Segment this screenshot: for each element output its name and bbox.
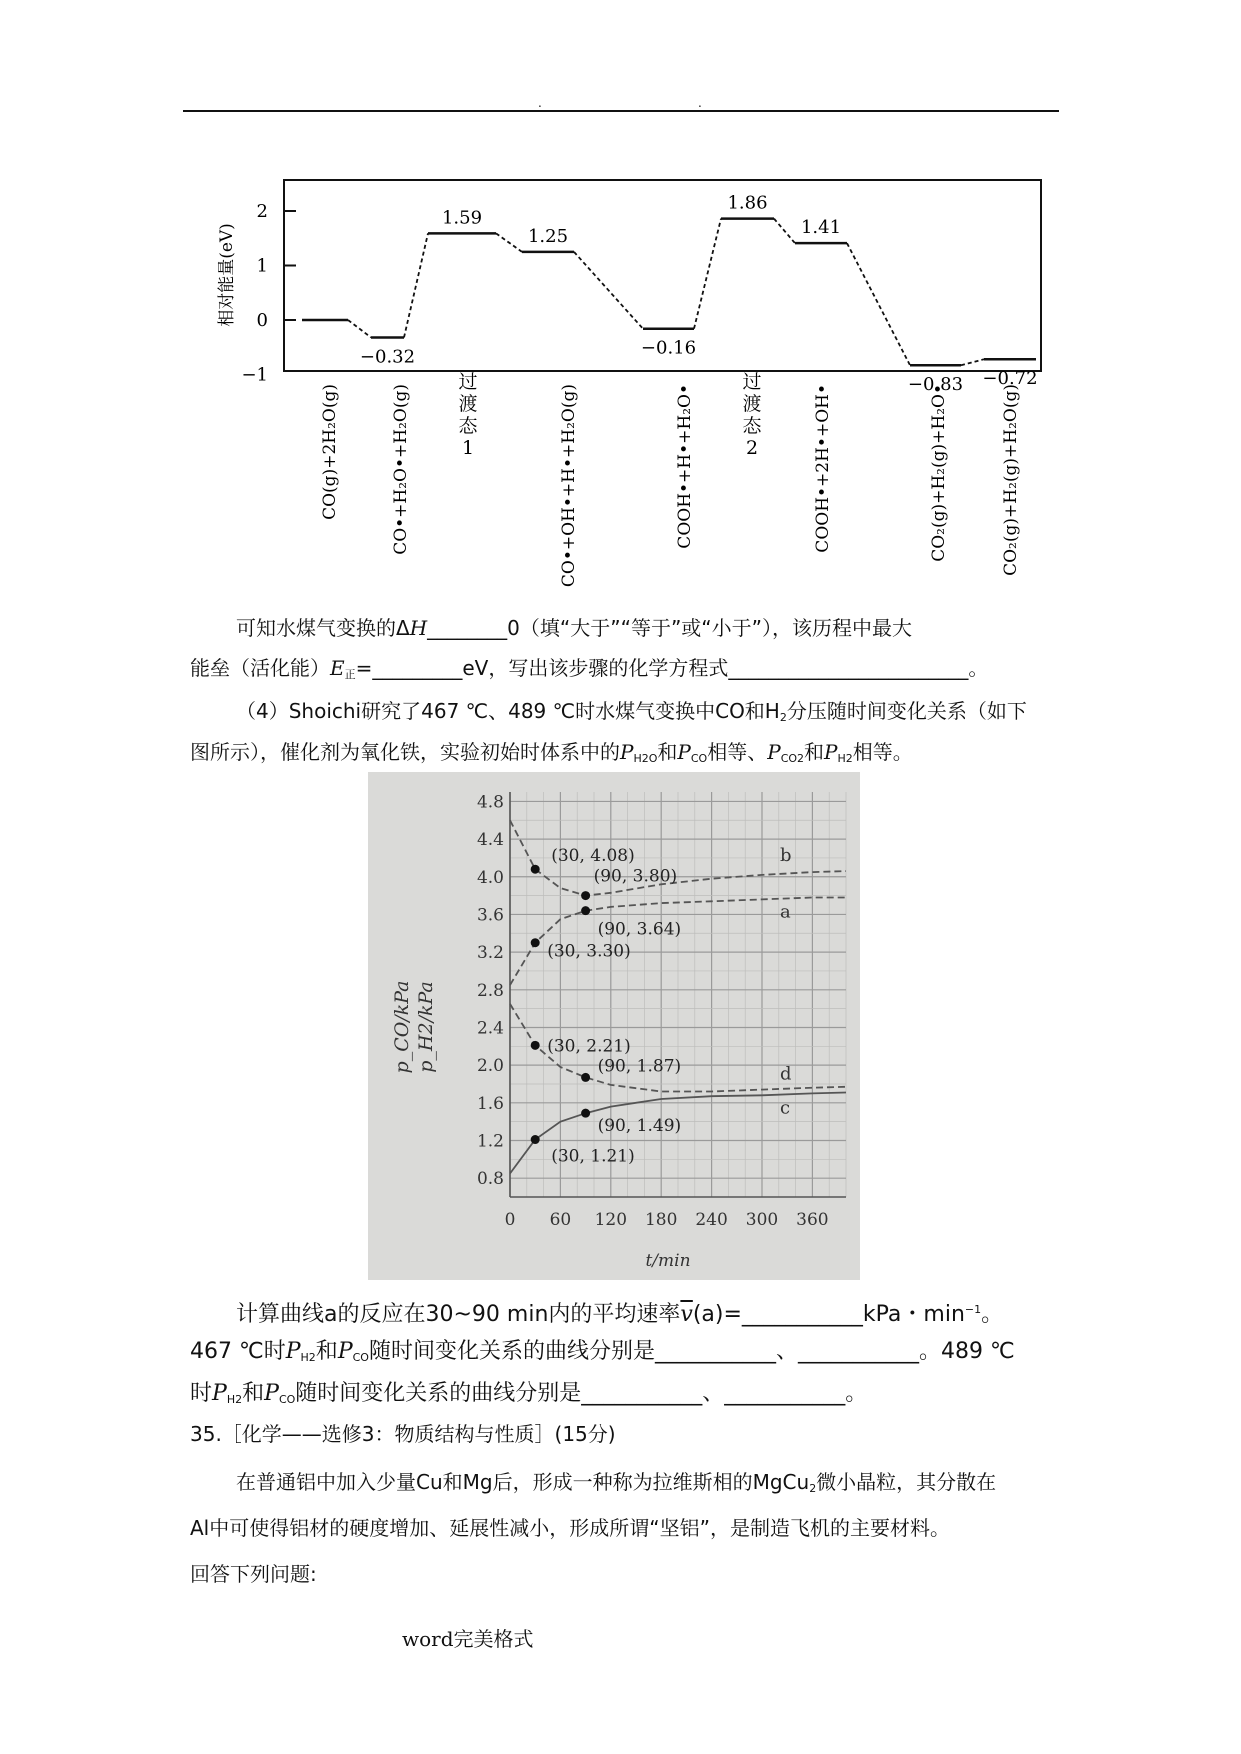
energy-diagram [0, 0, 1241, 600]
q35-para1: 在普通铝中加入少量Cu和Mg后，形成一种称为拉维斯相的MgCu$_2$微小晶粒，其分散在 [236, 1470, 997, 1495]
energy-transition [961, 359, 984, 365]
energy-species-label: CO₂(g)+H₂(g)+H₂O(g) [1001, 384, 1021, 576]
pressure-ytick-label: 4.4 [476, 830, 504, 851]
transition-state-label: 态 [742, 415, 762, 437]
energy-transition [404, 233, 428, 337]
energy-ytick-label: 0 [256, 310, 268, 331]
calc-line1: 计算曲线a的反应在30~90 min内的平均速率$\overline{v}(a)=\_\_\_\_\_\_\_\_\_\_\_kPa$・$\min^{-1}$。 [236, 1302, 1004, 1327]
pressure-point-label: (90, 1.87) [597, 1056, 682, 1077]
pressure-xtick-label: 360 [796, 1210, 829, 1230]
energy-level-label: −0.16 [640, 337, 697, 359]
energy-transition [496, 233, 522, 252]
page-footer: word完美格式 [402, 1627, 534, 1651]
energy-transition [774, 219, 795, 244]
pressure-xlabel: t/min [645, 1251, 691, 1271]
pressure-ylabel-co: p_CO/kPa [391, 980, 413, 1074]
pressure-data-point [581, 906, 590, 915]
pressure-point-label: (30, 3.30) [547, 941, 631, 962]
pressure-chart [368, 772, 860, 1280]
pressure-data-point [531, 1135, 540, 1144]
pressure-ytick-label: 1.2 [476, 1131, 504, 1152]
pressure-series-label: d [780, 1063, 792, 1085]
transition-state-label: 过 [458, 371, 478, 393]
pressure-xtick-label: 300 [745, 1210, 779, 1230]
q3-line2: 能垒（活化能）$E_正=\_\_\_\_\_\_\_\_\_eV$，写出该步骤的化学方程式________________________。 [190, 656, 989, 681]
pressure-data-point [581, 1109, 590, 1118]
pressure-xtick-label: 0 [504, 1210, 516, 1230]
pressure-ytick-label: 2.8 [476, 980, 504, 1001]
pressure-series-label: b [780, 844, 792, 866]
pressure-ytick-label: 4.0 [476, 867, 504, 888]
energy-ylabel: 相对能量(eV) [217, 223, 237, 327]
energy-transition [847, 243, 910, 365]
pressure-xtick-label: 120 [594, 1210, 628, 1230]
transition-state-label: 渡 [458, 393, 478, 415]
pressure-point-label: (30, 1.21) [551, 1146, 635, 1167]
pressure-ytick-label: 3.6 [476, 905, 504, 926]
energy-level-label: −0.32 [359, 346, 416, 368]
energy-transition [348, 320, 371, 337]
pressure-data-point [581, 891, 590, 900]
energy-transition [694, 219, 721, 329]
energy-species-label: CO(g)+2H₂O(g) [320, 384, 340, 520]
pressure-ytick-label: 2.0 [476, 1056, 504, 1077]
energy-species-label: COOH•+2H•+OH• [813, 384, 833, 553]
energy-level-label: 1.41 [800, 217, 842, 239]
header-dot-left: . [538, 96, 542, 110]
pressure-ylabel-h2: p_H2/kPa [415, 981, 437, 1073]
pressure-ytick-label: 2.4 [476, 1018, 504, 1039]
energy-species-label: COOH•+H•+H₂O• [675, 384, 695, 549]
header-dot-right: . [698, 96, 702, 110]
energy-level-label: 1.25 [527, 225, 569, 247]
pressure-point-label: (90, 3.64) [597, 919, 682, 940]
pressure-series-label: c [780, 1097, 791, 1119]
pressure-data-point [581, 1073, 590, 1082]
calc-line2: 467 ℃时$P_{H2}$和$P_{CO}$随时间变化关系的曲线分别是___________、___________。489 ℃ [190, 1339, 1015, 1364]
q3-line1: 可知水煤气变换的ΔH________0（填“大于”“等于”或“小于”），该历程中最大 [236, 616, 913, 640]
pressure-data-point [531, 865, 540, 874]
pressure-data-point [531, 1041, 540, 1050]
pressure-point-label: (90, 1.49) [597, 1116, 682, 1137]
transition-state-label: 渡 [742, 393, 762, 415]
q35-title: 35.［化学——选修3：物质结构与性质］(15分) [190, 1422, 616, 1446]
energy-level-label: 1.59 [441, 207, 483, 229]
energy-level-label: −0.72 [982, 368, 1038, 390]
transition-state-label: 过 [742, 371, 762, 393]
calc-line3: 时$P_{H2}$和$P_{CO}$随时间变化关系的曲线分别是___________、___________。 [190, 1381, 868, 1406]
transition-state-label: 1 [461, 437, 475, 459]
energy-species-label: CO•+H₂O•+H₂O(g) [391, 384, 411, 555]
pressure-ytick-label: 3.2 [476, 943, 504, 964]
energy-species-label: CO•+OH•+H•+H₂O(g) [559, 384, 579, 588]
pressure-series-label: a [780, 901, 791, 923]
q35-para2: Al中可使得铝材的硬度增加、延展性减小，形成所谓“坚铝”，是制造飞机的主要材料。 [190, 1516, 950, 1540]
energy-transition [574, 252, 643, 329]
energy-species-label: CO₂(g)+H₂(g)+H₂O• [929, 384, 949, 562]
q4-line1: （4）Shoichi研究了467 ℃、489 ℃时水煤气变换中CO和$H_2$分压随时间变化关系（如下 [236, 699, 1027, 724]
pressure-xtick-label: 60 [549, 1210, 572, 1230]
pressure-point-label: (30, 4.08) [551, 846, 635, 867]
transition-state-label: 2 [745, 437, 759, 459]
pressure-ytick-label: 1.6 [476, 1093, 504, 1114]
pressure-xtick-label: 240 [695, 1210, 728, 1230]
q35-para3: 回答下列问题: [190, 1562, 317, 1586]
pressure-point-label: (30, 2.21) [547, 1036, 631, 1057]
pressure-data-point [531, 938, 540, 947]
energy-ytick-label: −1 [241, 364, 268, 386]
energy-level-label: 1.86 [727, 192, 768, 214]
pressure-ytick-label: 0.8 [476, 1169, 504, 1190]
pressure-xtick-label: 180 [644, 1210, 678, 1230]
energy-level-label: −0.83 [907, 374, 964, 396]
transition-state-label: 态 [458, 415, 478, 437]
pressure-ytick-label: 4.8 [476, 792, 504, 813]
energy-ytick-label: 1 [256, 255, 268, 277]
q4-line2: 图所示），催化剂为氧化铁，实验初始时体系中的$P_{H2O}$和$P_{CO}$相等、$P_{CO2}$和$P_{H2}$相等。 [190, 740, 913, 765]
pressure-point-label: (90, 3.80) [593, 866, 678, 887]
energy-ytick-label: 2 [256, 201, 268, 222]
